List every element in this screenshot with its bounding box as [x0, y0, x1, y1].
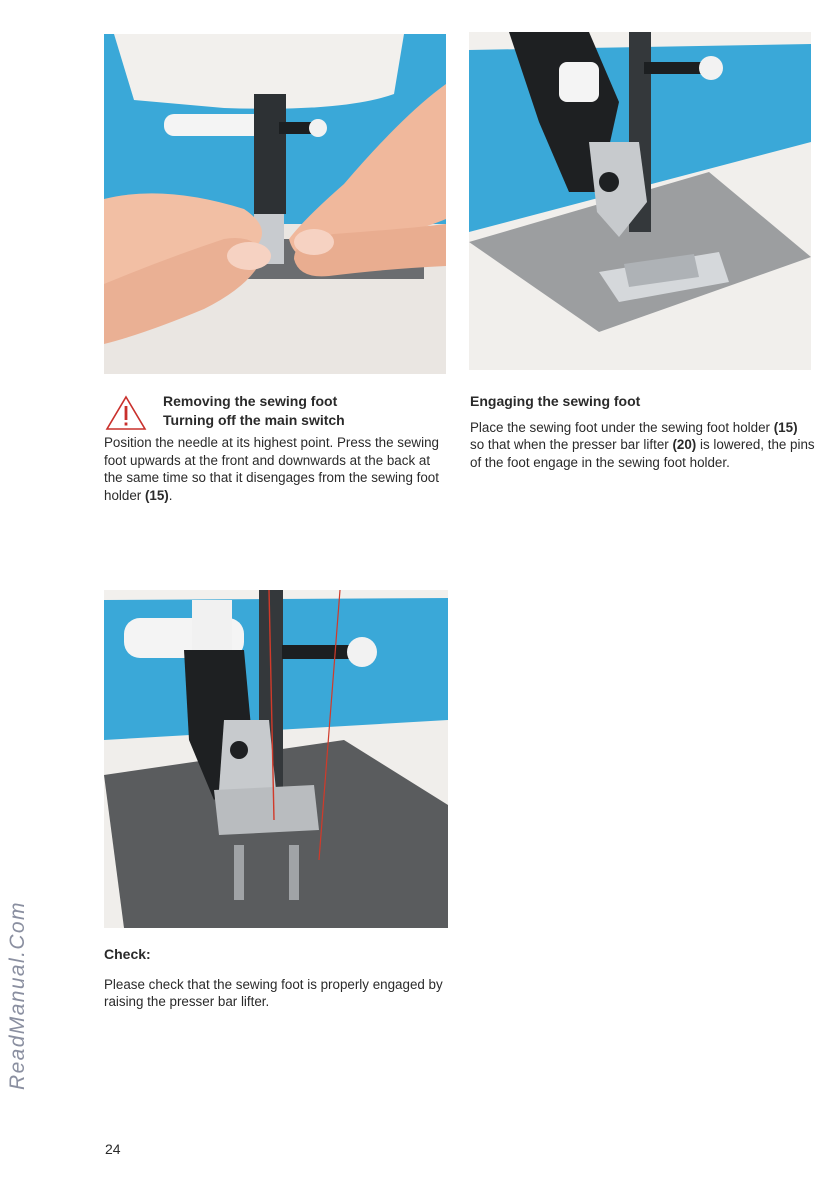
- ref-15: (15): [773, 419, 798, 435]
- removing-foot-text: [104, 434, 450, 504]
- check-section: [104, 946, 450, 1011]
- removing-foot-section: [104, 392, 450, 504]
- check-text-paragraph: Please check that the sewing foot is properly engaged by raising the presser bar lifter.: [104, 976, 443, 1010]
- engaging-text-part-b: so that when the presser bar lifter: [470, 437, 673, 453]
- photo-removing-foot-image: [104, 34, 446, 374]
- engaging-text-part-a: Place the sewing foot under the sewing foot holder: [470, 419, 774, 435]
- warning-triangle-icon: [104, 394, 148, 432]
- photo-engaging-foot-image: [469, 32, 811, 370]
- photo-check-foot-image: [104, 590, 448, 928]
- watermark: ReadManual.Com: [6, 901, 29, 1090]
- check-text: [104, 976, 450, 1011]
- removing-foot-title: Removing the sewing foot: [163, 393, 338, 409]
- photo-removing-foot: [104, 34, 446, 374]
- engaging-foot-section: [470, 393, 815, 471]
- ref-20: (20): [672, 437, 697, 453]
- engaging-foot-title: Engaging the sewing foot: [470, 393, 641, 409]
- ref-15: (15): [144, 487, 169, 503]
- removing-text-end: .: [168, 487, 173, 503]
- engaging-text-part-c: is lowered, the pins of the foot engage in the sewing foot holder.: [470, 437, 815, 470]
- engaging-foot-text: [470, 419, 815, 472]
- check-title: Check:: [104, 946, 151, 962]
- photo-check-foot: [104, 590, 448, 928]
- removing-text-part: Position the needle at its highest point. Press the sewing foot upwards at the front and downwards at the back at the same time so that it disengages from the sewing foot holder: [104, 435, 439, 503]
- main-switch-title: Turning off the main switch: [163, 412, 345, 428]
- page-number: 24: [105, 1141, 121, 1157]
- photo-engaging-foot: [469, 32, 811, 370]
